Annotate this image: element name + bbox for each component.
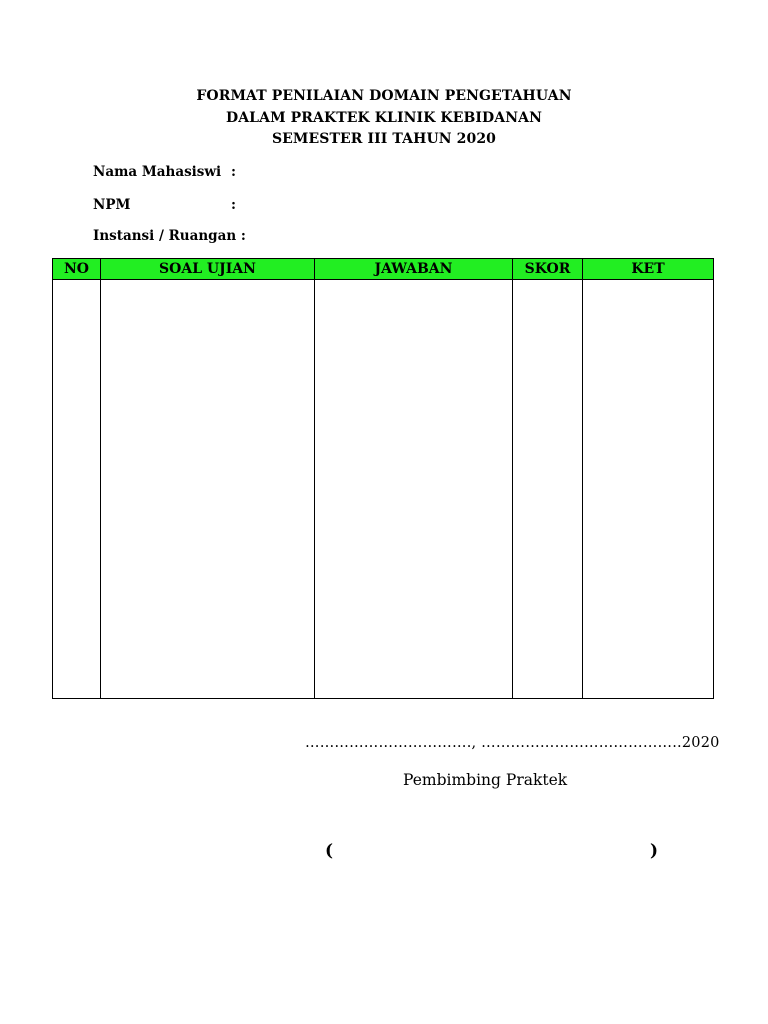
field-nama-mahasiswi	[93, 164, 221, 180]
field-label: NPM	[93, 197, 131, 213]
column-header-jawaban: JAWABAN	[315, 259, 513, 280]
field-instansi-ruangan	[93, 228, 246, 244]
column-header-skor: SKOR	[513, 259, 583, 280]
cell-jawaban	[315, 280, 513, 699]
field-colon: :	[231, 164, 236, 180]
column-header-soal-ujian: SOAL UJIAN	[101, 259, 315, 280]
field-label: Instansi / Ruangan	[93, 228, 237, 244]
signature-close-paren: )	[650, 841, 659, 861]
column-header-ket: KET	[583, 259, 714, 280]
field-label: Nama Mahasiswi	[93, 164, 222, 180]
cell-soal-ujian	[101, 280, 315, 699]
cell-skor	[513, 280, 583, 699]
field-npm	[93, 197, 130, 213]
document-title-line-3: SEMESTER III TAHUN 2020	[271, 131, 497, 147]
assessment-table	[52, 258, 714, 699]
field-colon: :	[231, 197, 236, 213]
table-header-row	[53, 259, 714, 280]
field-colon: :	[240, 228, 246, 244]
cell-no	[53, 280, 101, 699]
document-title-line-1: FORMAT PENILAIAN DOMAIN PENGETAHUAN	[196, 88, 572, 104]
signature-role: Pembimbing Praktek	[403, 771, 568, 789]
document-title-line-2: DALAM PRAKTEK KLINIK KEBIDANAN	[225, 110, 543, 126]
cell-ket	[583, 280, 714, 699]
table-row	[53, 280, 714, 699]
column-header-no: NO	[53, 259, 101, 280]
signature-date-line: ……………………………., …………………………………..2020	[305, 735, 720, 751]
signature-open-paren: (	[325, 841, 334, 861]
